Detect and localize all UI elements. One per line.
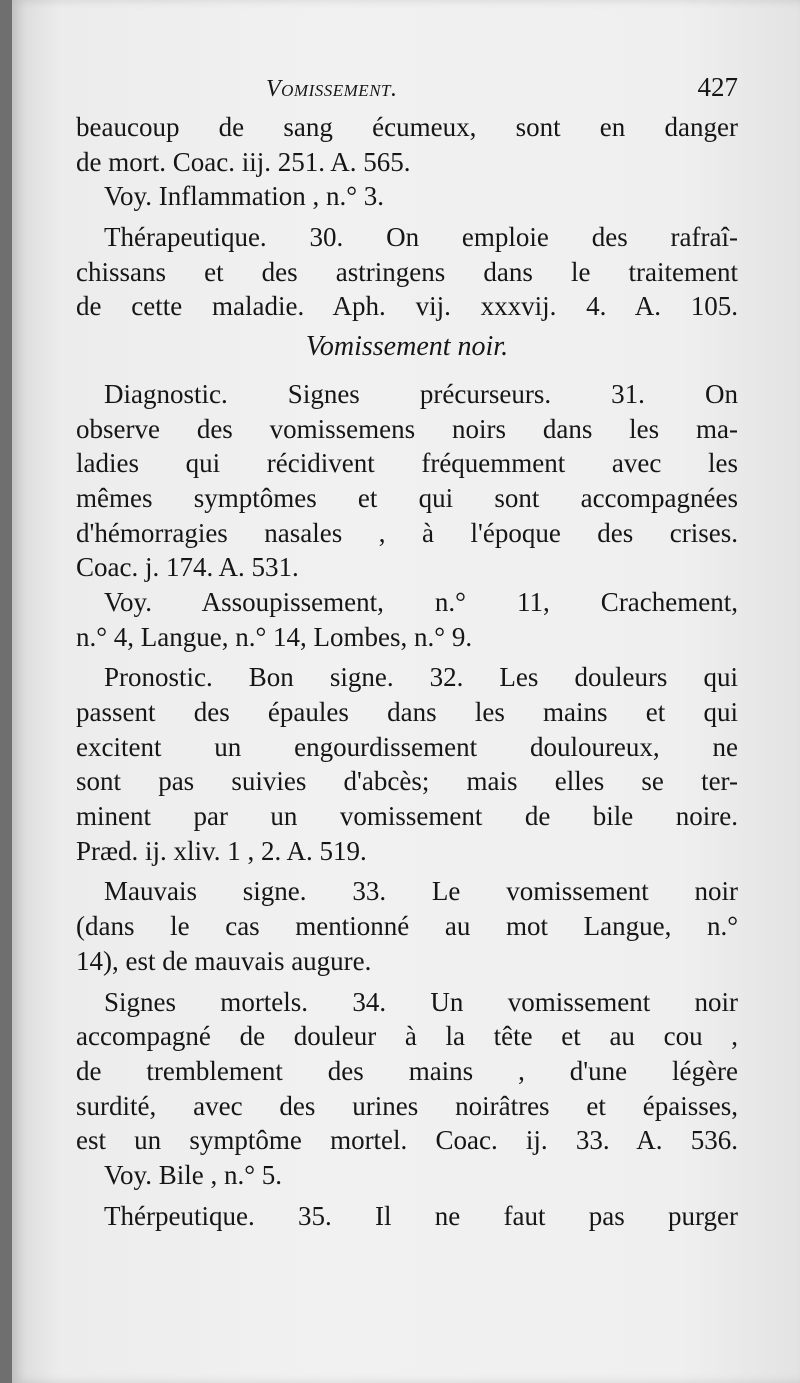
section-subheading: Vomissement noir. <box>305 331 509 363</box>
text-line: de mort. Coac. iij. 251. A. 565. <box>76 146 411 177</box>
book-page <box>12 0 800 1383</box>
text-line: est un symptôme mortel. Coac. ij. 33. A. 536. <box>76 1125 738 1156</box>
text-line: accompagné de douleur à la tête et au cou , <box>76 1021 738 1052</box>
text-line: (dans le cas mentionné au mot Langue, n.° <box>76 911 738 942</box>
text-line: d'hémorragies nasales , à l'époque des crises. <box>76 517 738 548</box>
text-line: de cette maladie. Aph. vij. xxxvij. 4. A. 105. <box>76 291 738 322</box>
text-line: surdité, avec des urines noirâtres et épaisses, <box>76 1090 738 1121</box>
page-number: 427 <box>697 72 738 102</box>
text-line: excitent un engourdissement douloureux, ne <box>76 731 738 762</box>
text-line: Mauvais signe. 33. Le vomissement noir <box>104 876 738 907</box>
text-line: beaucoup de sang écumeux, sont en danger <box>76 112 738 142</box>
text-line: 14), est de mauvais augure. <box>76 945 372 976</box>
text-line: mêmes symptômes et qui sont accompagnées <box>76 482 738 513</box>
page-header <box>76 70 738 110</box>
text-line: passent des épaules dans les mains et qui <box>76 697 738 727</box>
text-line: Voy. Bile , n.° 5. <box>104 1159 283 1190</box>
text-line: Thérpeutique. 35. Il ne faut pas purger <box>104 1200 738 1231</box>
text-line: Coac. j. 174. A. 531. <box>76 552 299 583</box>
text-line: Thérapeutique. 30. On emploie des rafraî- <box>104 222 738 253</box>
text-line: ladies qui récidivent fréquemment avec les <box>76 448 738 479</box>
text-line: observe des vomissemens noirs dans les ma- <box>76 413 738 444</box>
page-text <box>76 70 738 1233</box>
running-title: Vomissement. <box>266 76 398 102</box>
text-line: chissans et des astringens dans le traitement <box>76 256 738 287</box>
text-line: minent par un vomissement de bile noire. <box>76 801 738 832</box>
text-line: n.° 4, Langue, n.° 14, Lombes, n.° 9. <box>76 621 473 652</box>
text-line: Præd. ij. xliv. 1 , 2. A. 519. <box>76 835 367 866</box>
text-line: Signes mortels. 34. Un vomissement noir <box>104 986 738 1017</box>
text-line: sont pas suivies d'abcès; mais elles se ter- <box>76 766 738 797</box>
text-line: Voy. Inflammation , n.° 3. <box>104 181 385 212</box>
text-line: Pronostic. Bon signe. 32. Les douleurs qui <box>104 662 738 693</box>
text-line: Voy. Assoupissement, n.° 11, Crachement, <box>104 586 738 617</box>
text-line: de tremblement des mains , d'une légère <box>76 1055 738 1086</box>
text-line: Diagnostic. Signes précurseurs. 31. On <box>104 378 738 409</box>
